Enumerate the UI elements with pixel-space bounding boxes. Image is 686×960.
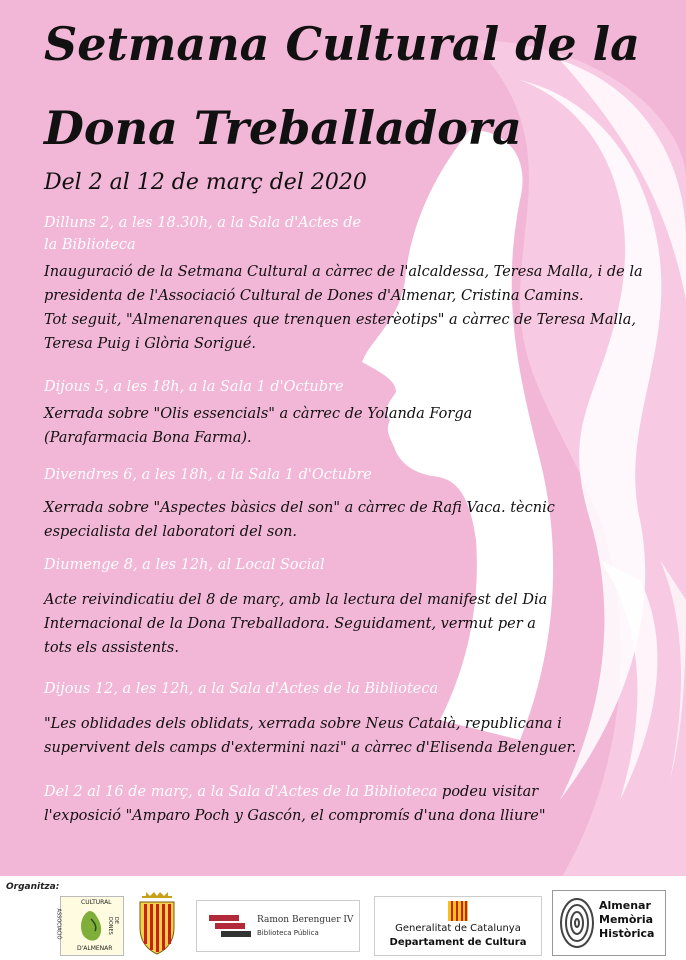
library-subtitle: Biblioteca Pública [257, 929, 319, 937]
exhibition-notice [44, 780, 664, 828]
event-3-heading-line-1: Divendres 6, a les 18h, a la Sala 1 d'Octubre [44, 467, 372, 483]
generalitat-cultura-logo [374, 896, 542, 956]
assoc-word-3: DE DONES [107, 917, 119, 935]
title-line-2: Dona Treballadora [44, 101, 522, 155]
almenar-coat-of-arms-icon [132, 890, 182, 956]
event-1-heading [44, 212, 361, 256]
event-2-body-line-2: (Parafarmacia Bona Farma). [44, 430, 252, 446]
event-5-body [44, 712, 664, 760]
departament-name: Departament de Cultura [389, 937, 527, 948]
exhibition-notice-line-1 [44, 780, 664, 804]
event-1-body-line-4: Teresa Puig i Glòria Sorigué. [44, 336, 257, 352]
organitza-label: Organitza: [6, 882, 60, 892]
page-title [44, 0, 664, 172]
biblioteca-ramon-berenguer-logo [196, 900, 360, 952]
event-1-body-line-3: Tot seguit, "Almenarenques que trenquen esterèotips" a càrrec de Teresa Malla, [44, 312, 637, 328]
event-4-body [44, 588, 664, 660]
event-2-body [44, 402, 664, 450]
catalan-flag-icon [448, 901, 468, 921]
event-5-body-line-1: "Les oblidades dels oblidats, xerrada sobre Neus Català, republicana i [44, 716, 562, 732]
event-3-body [44, 496, 664, 544]
event-1-body-line-2: presidenta de l'Associació Cultural de Dones d'Almenar, Cristina Camins. [44, 288, 584, 304]
event-1-body-line-1: Inauguració de la Setmana Cultural a càrrec de l'alcaldessa, Teresa Malla, i de la [44, 264, 643, 280]
event-dates: Del 2 al 12 de març del 2020 [44, 170, 367, 195]
amh-line-1: Almenar [599, 899, 651, 912]
exhibition-dates-place: Del 2 al 16 de març, a la Sala d'Actes de la Biblioteca [44, 784, 438, 800]
event-4-body-line-3: tots els assistents. [44, 640, 179, 656]
organizers-footer [0, 876, 686, 960]
event-4-body-line-2: Internacional de la Dona Treballadora. Seguidament, vermut per a [44, 616, 536, 632]
event-3-body-line-1: Xerrada sobre "Aspectes bàsics del son" a càrrec de Rafi Vaca. tècnic [44, 500, 555, 516]
exhibition-notice-line-2: l'exposició "Amparo Poch y Gascón, el compromís d'una dona lliure" [44, 808, 546, 824]
assoc-word-1: CULTURAL [81, 899, 112, 906]
event-5-body-line-2: supervivent dels camps d'extermini nazi" a càrrec d'Elisenda Belenguer. [44, 740, 577, 756]
almenar-memoria-historica-logo [552, 890, 666, 956]
assoc-word-4: D'ALMENAR [77, 945, 113, 952]
assoc-word-2: ASSOCIACIÓ [55, 908, 62, 940]
event-3-body-line-2: especialista del laboratori del son. [44, 524, 298, 540]
event-1-heading-line-2: la Biblioteca [44, 237, 136, 253]
event-2-body-line-1: Xerrada sobre "Olis essencials" a càrrec de Yolanda Forga [44, 406, 473, 422]
associacio-dones-almenar-logo [55, 896, 124, 956]
amh-line-3: Històrica [599, 927, 655, 940]
event-5-heading-line-1: Dijous 12, a les 12h, a la Sala d'Actes de la Biblioteca [44, 681, 439, 697]
event-4-body-line-1: Acte reivindicatiu del 8 de març, amb la lectura del manifest del Dia [44, 592, 548, 608]
event-1-body [44, 260, 664, 356]
generalitat-name: Generalitat de Catalunya [395, 923, 521, 934]
fingerprint-icon [557, 893, 597, 953]
event-2-heading [44, 376, 344, 398]
library-books-icon [201, 901, 255, 951]
exhibition-visit-text: podeu visitar [437, 784, 539, 800]
event-1-heading-line-1: Dilluns 2, a les 18.30h, a la Sala d'Actes de [44, 215, 362, 231]
event-2-heading-line-1: Dijous 5, a les 18h, a la Sala 1 d'Octubre [44, 379, 344, 395]
event-3-heading [44, 464, 372, 486]
event-5-heading [44, 678, 438, 700]
amh-line-2: Memòria [599, 913, 654, 926]
event-4-heading-line-1: Diumenge 8, a les 12h, al Local Social [44, 557, 325, 573]
title-line-1: Setmana Cultural de la [44, 17, 640, 71]
library-name: Ramon Berenguer IV [257, 915, 354, 925]
event-4-heading [44, 554, 325, 576]
